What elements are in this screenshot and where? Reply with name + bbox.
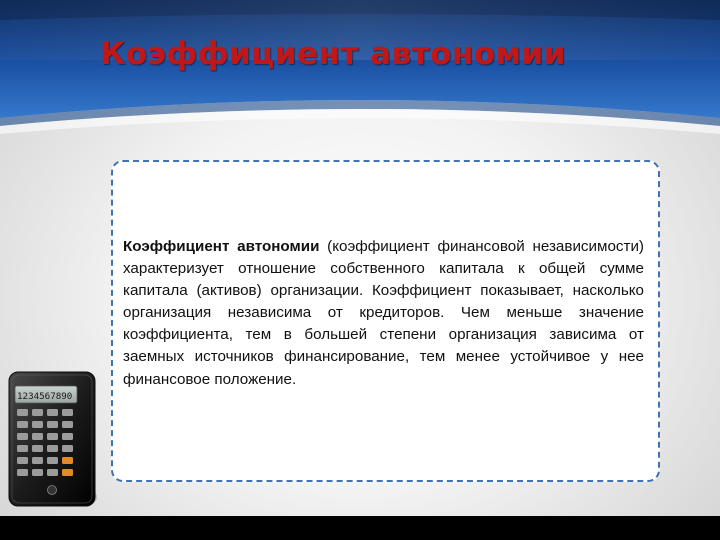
body-description: (коэффициент финансовой независимости) характеризует отношение собственного капитала к общей сумме капитала (активов) организации. Коэффициент показывает, насколько организация независима от кредиторов. Чем меньше значение коэффициента, тем в большей степени организация зависима от заемных источников финансирование, тем менее устойчивое у нее финансовое положение. xyxy=(123,238,644,388)
slide-title: Коэффициент автономии xyxy=(100,36,566,72)
bottom-bar xyxy=(0,516,720,540)
calculator-icon xyxy=(3,368,103,518)
body-text xyxy=(123,236,644,391)
body-term: Коэффициент автономии xyxy=(123,238,320,255)
calculator-display-text: 1234567890 xyxy=(17,391,73,402)
